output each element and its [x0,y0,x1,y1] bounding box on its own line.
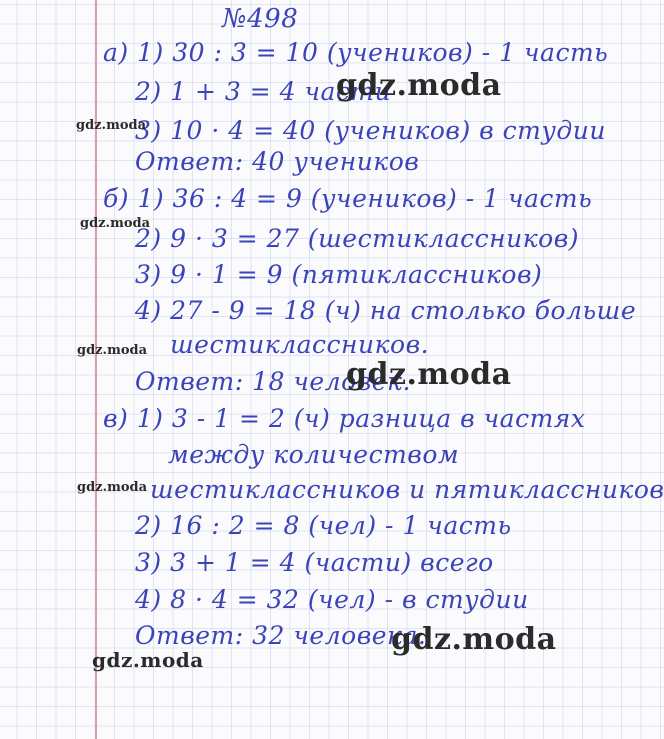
watermark: gdz.moda [346,357,512,392]
problem-number: №498 [222,4,299,34]
solution-line-v1-cont1: между количеством [168,440,460,469]
solution-line-v3: 3) 3 + 1 = 4 (части) всего [135,548,494,577]
solution-line-b2: 2) 9 · 3 = 27 (шестиклассников) [135,224,580,253]
solution-line-b3: 3) 9 · 1 = 9 (пятиклассников) [135,260,543,289]
notebook-margin-line [95,0,97,739]
watermark: gdz.moda [336,68,502,103]
watermark: gdz.moda [77,343,148,358]
solution-line-b1: б) 1) 36 : 4 = 9 (учеников) - 1 часть [103,184,593,213]
solution-line-v4: 4) 8 · 4 = 32 (чел) - в студии [135,585,529,614]
watermark: gdz.moda [391,622,557,657]
watermark: gdz.moda [77,480,148,495]
solution-line-b4-cont: шестиклассников. [170,330,430,359]
answer-a: Ответ: 40 учеников [135,147,420,176]
watermark: gdz.moda [76,118,147,133]
solution-line-a3: 3) 10 · 4 = 40 (учеников) в студии [135,116,606,145]
solution-line-b4: 4) 27 - 9 = 18 (ч) на столько больше [135,296,637,325]
watermark: gdz.moda [92,648,204,672]
solution-line-v2: 2) 16 : 2 = 8 (чел) - 1 часть [135,511,512,540]
solution-line-v1: в) 1) 3 - 1 = 2 (ч) разница в частях [103,404,586,433]
solution-line-a1: а) 1) 30 : 3 = 10 (учеников) - 1 часть [103,38,609,67]
solution-line-a2: 2) 1 + 3 = 4 части [135,77,392,106]
answer-b: Ответ: 18 человек. [135,367,411,396]
answer-v: Ответ: 32 человека. [135,621,427,650]
watermark: gdz.moda [80,216,151,231]
solution-line-v1-cont2: шестиклассников и пятиклассников [150,475,664,504]
